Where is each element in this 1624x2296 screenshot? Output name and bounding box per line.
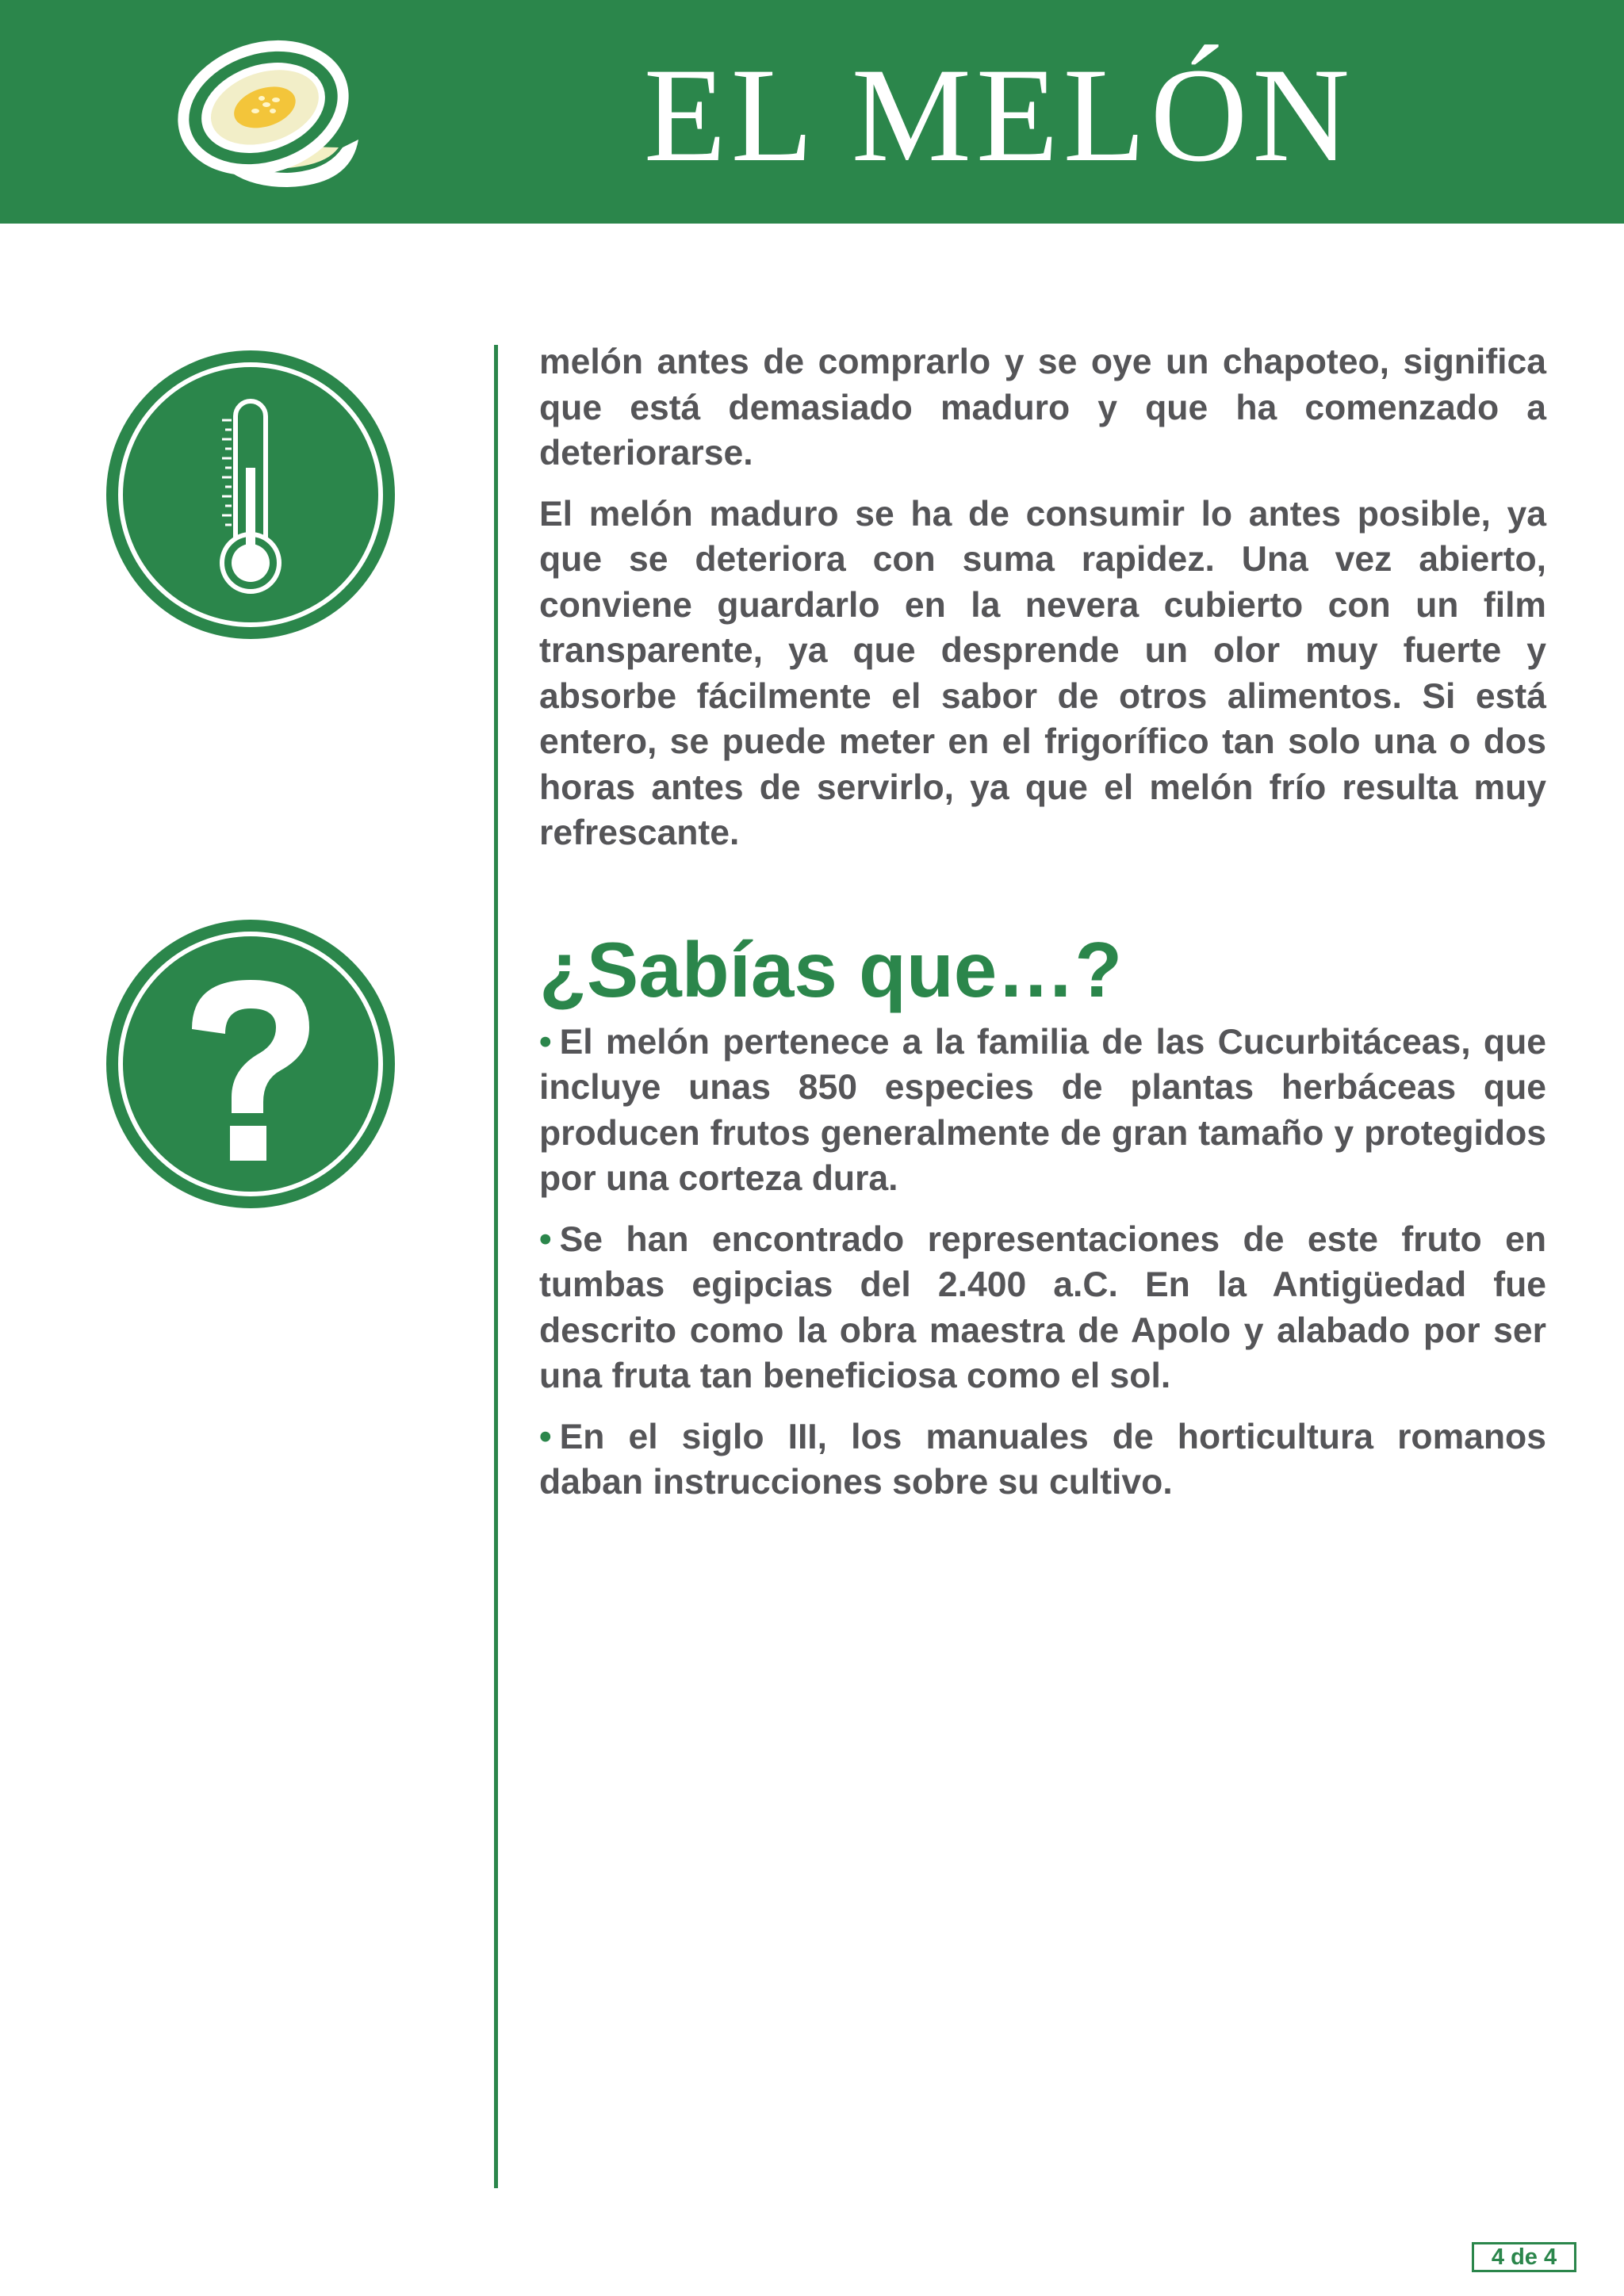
list-item <box>539 1217 1546 1399</box>
body-paragraph: El melón maduro se ha de consumir lo antes posible, ya que se deteriora con suma rapidez. Una vez abierto, conviene guardarlo en la nevera cubierto con un film transparente, ya que desprende un olor muy fuerte y absorbe fácilmente el sabor de otros alimentos. Si está entero, se puede meter en el frigorífico tan solo una o dos horas antes de servirlo, ya que el melón frío resulta muy refrescante. <box>539 494 1546 852</box>
body-paragraph: melón antes de comprarlo y se oye un chapoteo, significa que está demasiado maduro y que ha comenzado a deteriorarse. <box>539 342 1546 473</box>
page-number: 4 de 4 <box>1472 2242 1576 2272</box>
thermometer-icon <box>105 349 396 641</box>
bullet-icon: • <box>539 1417 552 1456</box>
list-item <box>539 1020 1546 1202</box>
list-item <box>539 1414 1546 1506</box>
bullet-icon: • <box>539 1219 552 1259</box>
bullet-icon: • <box>539 1022 552 1062</box>
section-title: ¿Sabías que…? <box>539 925 1123 1013</box>
page-title: EL MELÓN <box>643 40 1355 189</box>
melon-logo-icon <box>168 29 366 195</box>
list-item-text: En el siglo III, los manuales de horticultura romanos daban instrucciones sobre su cultivo. <box>539 1417 1546 1502</box>
vertical-divider <box>494 345 498 2188</box>
question-mark-icon <box>105 918 396 1210</box>
list-item-text: Se han encontrado representaciones de este fruto en tumbas egipcias del 2.400 a.C. En la Antigüedad fue descrito como la obra maestra de Apolo y alabado por ser una fruta tan beneficiosa como el sol. <box>539 1219 1546 1395</box>
list-item-text: El melón pertenece a la familia de las Cucurbitáceas, que incluye unas 850 especies de plantas herbáceas que producen frutos generalmente de gran tamaño y protegidos por una corteza dura. <box>539 1022 1546 1198</box>
page-header <box>0 0 1624 224</box>
main-content <box>539 339 1546 1521</box>
